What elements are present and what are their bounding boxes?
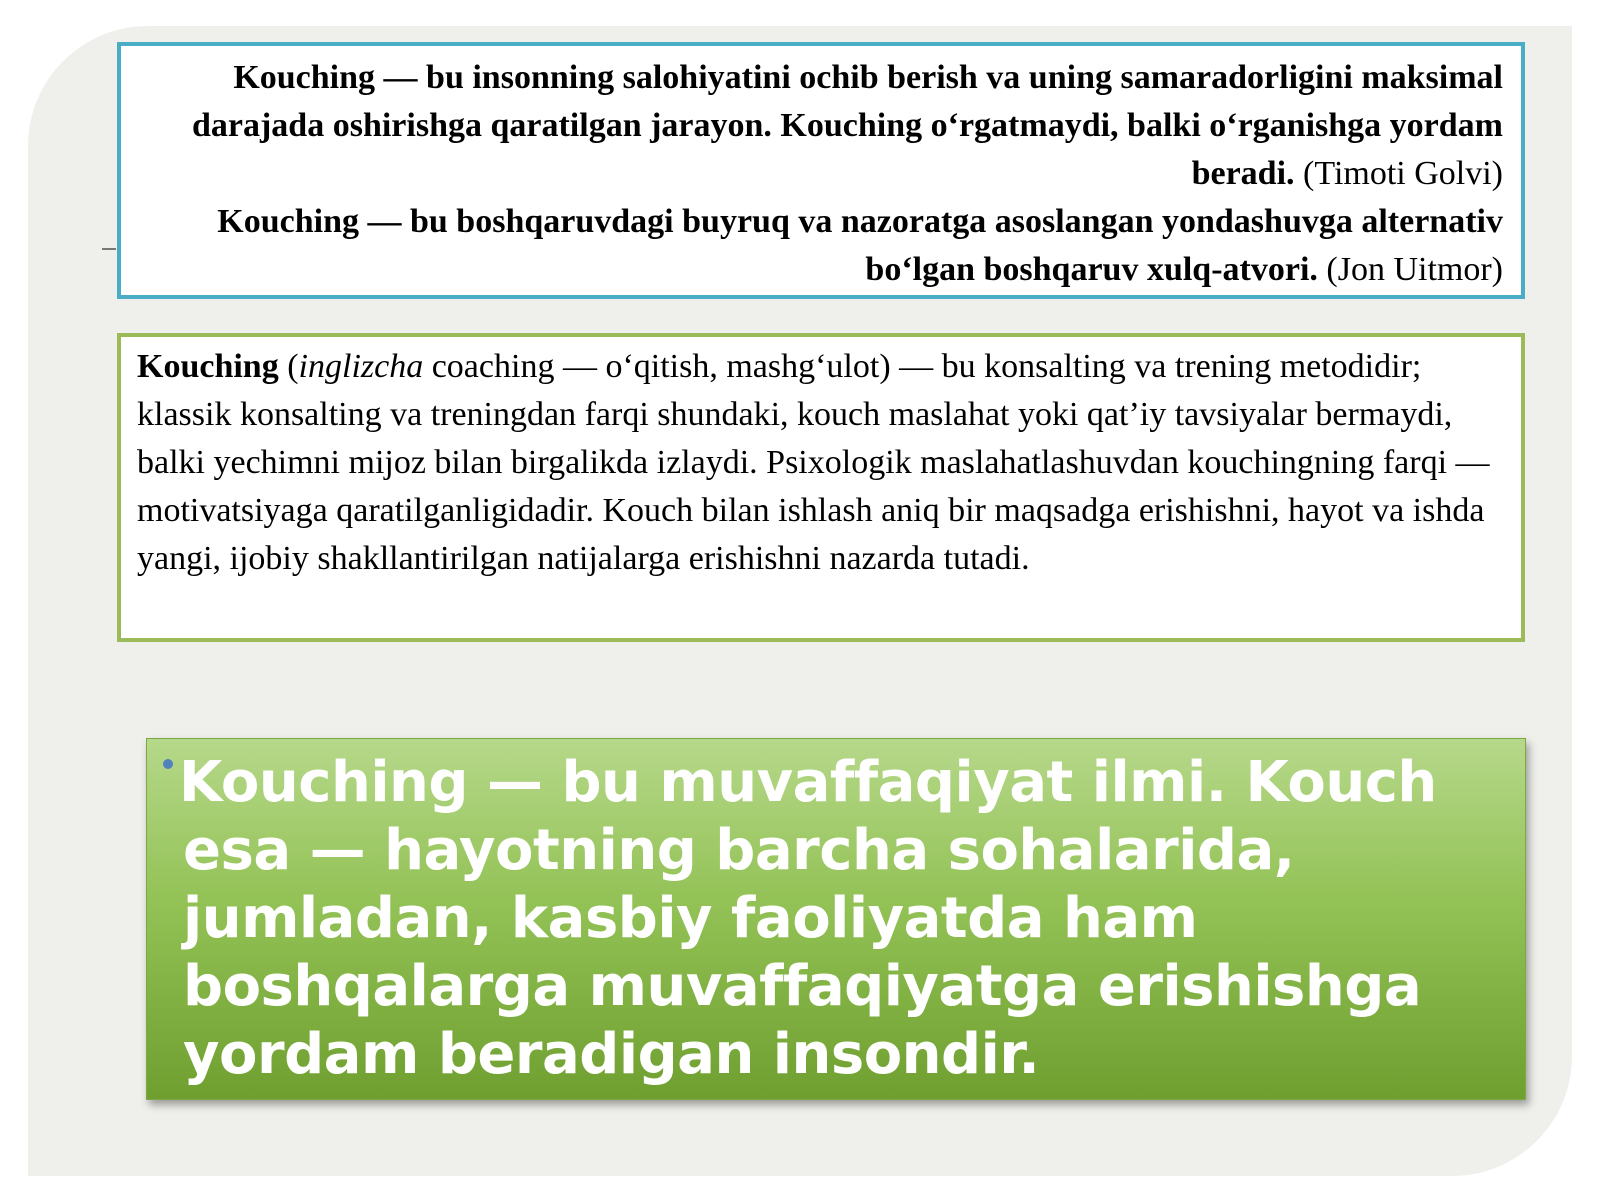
quote-author: (Jon Uitmor) <box>1326 251 1503 288</box>
quote-text: Kouching — bu insonning salohiyatini ochib berish va uning samaradorligini maksimal darajada oshirishga qaratilgan jarayon. Kouching oʻrgatmaydi, balki oʻrganishga yordam beradi. <box>191 59 1503 192</box>
definition-box <box>117 333 1525 642</box>
definition-text: coaching — oʻqitish, mashgʻulot) — bu konsalting va trening metodidir; klassik konsalting va treningdan farqi shundaki, kouch maslahat yoki qat’iy tavsiyalar bermaydi, balki yechimni mijoz bilan birgalikda izlaydi. Psixologik maslahatlashuvdan kouchingning farqi — motivatsiyaga qaratilganligidadir. Kouch bilan ishlash aniq bir maqsadga erishishni, hayot va ishda yangi, ijobiy shakllantirilgan natijalarga erishishni nazarda tutadi. <box>137 348 1490 577</box>
highlight-box <box>146 738 1526 1100</box>
quote-text: Kouching — bu boshqaruvdagi buyruq va nazoratga asoslangan yondashuvga alternativ boʻlgan boshqaruv xulq-atvori. <box>217 203 1503 288</box>
definition-term: Kouching <box>137 348 279 385</box>
quote-golvi <box>141 54 1503 198</box>
quotes-box <box>117 42 1525 299</box>
bullet-icon <box>163 759 173 769</box>
quote-author: (Timoti Golvi) <box>1303 155 1503 192</box>
definition-paren: ( <box>287 348 299 385</box>
divider-tick <box>102 248 116 250</box>
definition-lang: inglizcha <box>298 348 424 385</box>
quote-uitmor <box>141 198 1503 294</box>
highlight-text: Kouching — bu muvaffaqiyat ilmi. Kouch esa — hayotning barcha sohalarida, jumladan, kasbiy faoliyatda ham boshqalarga muvaffaqiyatga erishishga yordam beradigan insondir. <box>179 750 1437 1087</box>
